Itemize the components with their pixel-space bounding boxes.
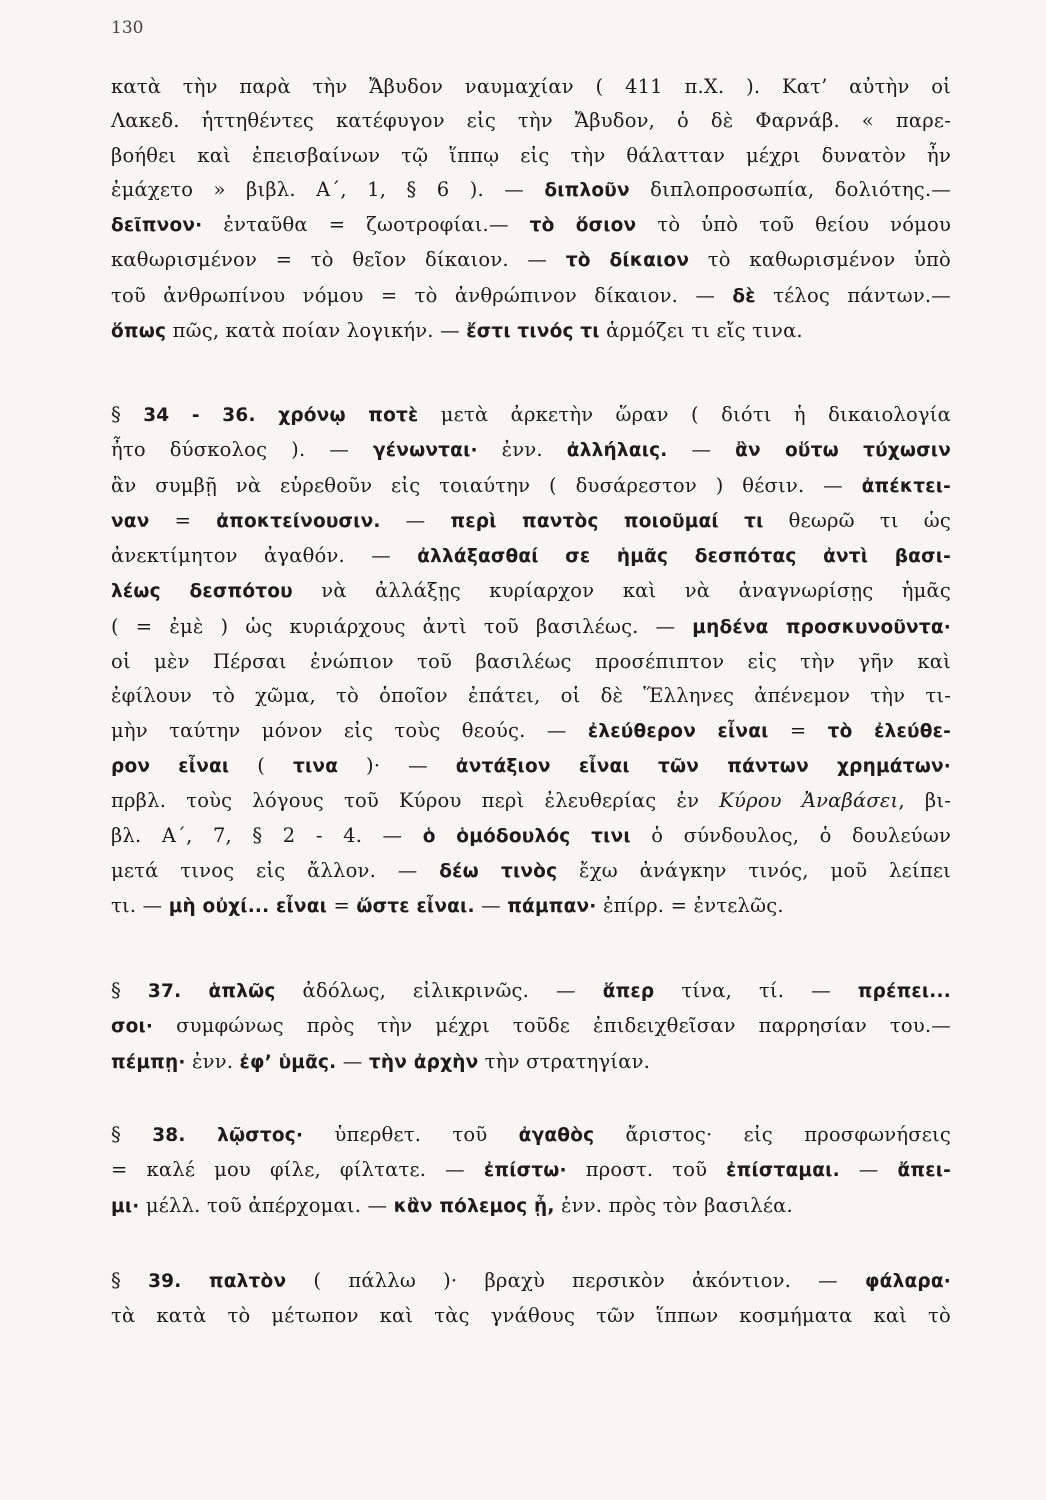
text-line: § 34 - 36. χρόνῳ ποτὲ μετὰ ἀρκετὴν ὥραν ( διότι ἡ δικαιολογία <box>111 403 951 426</box>
text-line: Λακεδ. ἡττηθέντες κατέφυγον εἰς τὴν Ἄβυδον, ὁ δὲ Φαρνάβ. « παρε- <box>111 109 951 133</box>
page-number: 130 <box>111 18 144 38</box>
text-line: § 39. παλτὸν ( πάλλω )· βραχὺ περσικὸν ἀκόντιον. — φάλαρα· <box>111 1269 951 1292</box>
text-line: § 37. ἁπλῶς ἀδόλως, εἰλικρινῶς. — ἅπερ τίνα, τί. — πρέπει... <box>111 979 951 1002</box>
text-line: σοι· συμφώνως πρὸς τὴν μέχρι τοῦδε ἐπιδειχθεῖσαν παρρησίαν του.— <box>111 1014 951 1038</box>
text-line: ὅπως πῶς, κατὰ ποίαν λογικήν. — ἔστι τινός τι ἁρμόζει τι εἴς τινα. <box>111 319 803 343</box>
text-line: τοῦ ἀνθρωπίνου νόμου = τὸ ἀνθρώπινον δίκαιον. — δὲ τέλος πάντων.— <box>111 283 951 307</box>
text-line: ἂν συμβῇ νὰ εὑρεθοῦν εἰς τοιαύτην ( δυσάρεστον ) θέσιν. — ἀπέκτει- <box>111 473 951 497</box>
text-line: δεῖπνον· ἐνταῦθα = ζωοτροφίαι.— τὸ ὅσιον τὸ ὑπὸ τοῦ θείου νόμου <box>111 213 952 237</box>
text-line: μετά τινος εἰς ἄλλον. — δέω τινὸς ἔχω ἀνάγκην τινός, μοῦ λείπει <box>111 858 951 882</box>
paragraph-section-34-36 <box>111 398 951 924</box>
text-line: βλ. Α΄, 7, § 2 - 4. — ὁ ὁμόδουλός τινι ὁ σύνδουλος, ὁ δουλεύων <box>111 823 951 847</box>
paragraph-section-39 <box>111 1264 951 1334</box>
text-line: πέμπῃ· ἐνν. ἐφ’ ὑμᾶς. — τὴν ἀρχὴν τὴν στρατηγίαν. <box>111 1049 651 1073</box>
text-line: οἱ μὲν Πέρσαι ἐνώπιον τοῦ βασιλέως προσέπιπτον εἰς τὴν γῆν καὶ <box>111 650 951 674</box>
paragraph-section-38 <box>111 1118 951 1224</box>
text-line: τι. — μὴ οὐχί... εἶναι = ὥστε εἶναι. — πάμπαν· ἐπίρρ. = ἐντελῶς. <box>111 894 784 918</box>
text-line: μὴν ταύτην μόνον εἰς τοὺς θεούς. — ἐλεύθερον εἶναι = τὸ ἐλεύθε- <box>111 718 951 742</box>
text-line: τὰ κατὰ τὸ μέτωπον καὶ τὰς γνάθους τῶν ἵππων κοσμήματα καὶ τὸ <box>111 1304 951 1328</box>
text-line: καθωρισμένον = τὸ θεῖον δίκαιον. — τὸ δίκαιον τὸ καθωρισμένον ὑπὸ <box>111 248 951 272</box>
text-line: ( = ἐμὲ ) ὡς κυριάρχους ἀντὶ τοῦ βασιλέως. — μηδένα προσκυνοῦντα· <box>111 614 952 638</box>
text-line: ἐμάχετο » βιβλ. Α΄, 1, § 6 ). — διπλοῦν διπλοπροσωπία, δολιότης.— <box>111 177 951 201</box>
text-line: ρον εἶναι ( τινα )· — ἀντάξιον εἶναι τῶν πάντων χρημάτων· <box>111 753 952 777</box>
paragraph-section-37 <box>111 974 951 1080</box>
text-line: πρβλ. τοὺς λόγους τοῦ Κύρου περὶ ἐλευθερίας ἐν Κύρου Ἀναβάσει, βι- <box>111 789 951 813</box>
text-line: ἀνεκτίμητον ἀγαθόν. — ἀλλάξασθαί σε ἡμᾶς δεσπότας ἀντὶ βασι- <box>111 544 951 568</box>
text-line: § 38. λῷστος· ὑπερθετ. τοῦ ἀγαθὸς ἄριστος· εἰς προσφωνήσεις <box>111 1123 951 1146</box>
text-line: βοήθει καὶ ἐπεισβαίνων τῷ ἵππῳ εἰς τὴν θάλατταν μέχρι δυνατὸν ἦν <box>111 143 951 167</box>
text-line: κατὰ τὴν παρὰ τὴν Ἄβυδον ναυμαχίαν ( 411 π.Χ. ). Κατ’ αὐτὴν οἱ <box>111 75 951 98</box>
paragraph-commentary-continued <box>111 70 951 349</box>
text-line: λέως δεσπότου νὰ ἀλλάξῃς κυρίαρχον καὶ νὰ ἀναγνωρίσῃς ἡμᾶς <box>111 579 952 603</box>
text-line: ἐφίλουν τὸ χῶμα, τὸ ὁποῖον ἐπάτει, οἱ δὲ Ἕλληνες ἀπένεμον τὴν τι- <box>111 684 951 708</box>
text-line: = καλέ μου φίλε, φίλτατε. — ἐπίστω· προστ. τοῦ ἐπίσταμαι. — ἄπει- <box>111 1158 951 1182</box>
text-line: ἦτο δύσκολος ). — γένωνται· ἐνν. ἀλλήλαις. — ἂν οὕτω τύχωσιν <box>111 438 952 462</box>
text-line: ναν = ἀποκτείνουσιν. — περὶ παντὸς ποιοῦμαί τι θεωρῶ τι ὡς <box>111 508 951 532</box>
text-line: μι· μέλλ. τοῦ ἀπέρχομαι. — κἂν πόλεμος ᾖ, ἐνν. πρὸς τὸν βασιλέα. <box>111 1193 793 1217</box>
